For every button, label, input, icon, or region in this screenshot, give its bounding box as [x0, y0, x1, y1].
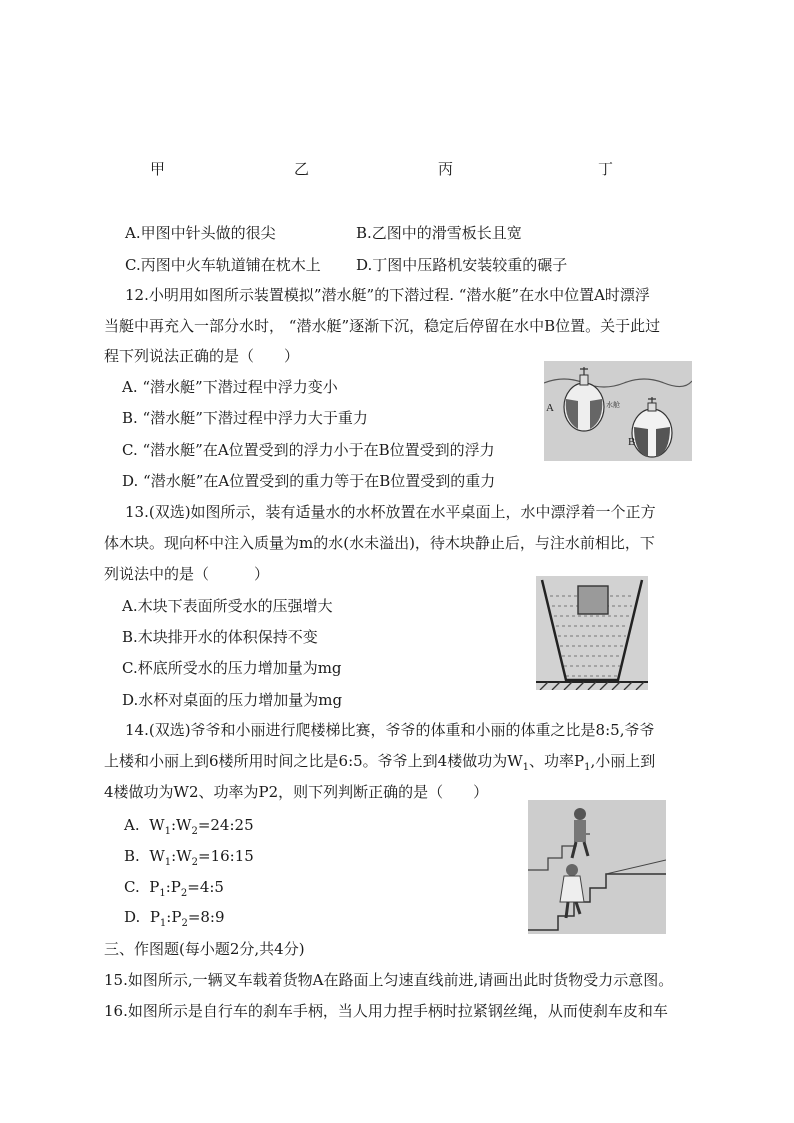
figure-label-bing: 丙: [438, 160, 454, 178]
q12-option-b: B. “潜水艇”下潜过程中浮力大于重力: [122, 409, 368, 427]
q14-stem-line3: 4楼做功为W2、功率为P2，则下列判断正确的是（ ）: [104, 783, 489, 801]
stairs-drawing: [528, 800, 666, 934]
q13-stem-line3: 列说法中的是（ ）: [104, 565, 270, 583]
cup-figure: [536, 576, 648, 690]
figure-label-jia: 甲: [150, 160, 166, 178]
q12-stem-line3: 程下列说法正确的是（ ）: [104, 347, 300, 365]
wood-block-icon: [578, 586, 608, 614]
q14-option-a: A. $W_1:W_2=24:25$: [124, 816, 254, 837]
section3-heading: 三、作图题(每小题2分,共4分): [104, 940, 305, 958]
stairs-figure: [528, 800, 666, 934]
q14-stem-line2: 上楼和小丽上到6楼所用时间之比是6:5。爷爷上到4楼做功为$W_1$、功率$P_1$,小丽上到: [104, 752, 656, 773]
q12-stem-line1: 12.小明用如图所示装置模拟”潜水艇”的下潜过程. “潜水艇”在水中位置A时漂浮: [125, 286, 650, 304]
q12-stem-line2: 当艇中再充入一部分水时， “潜水艇”逐渐下沉，稳定后停留在水中B位置。关于此过: [104, 317, 661, 335]
submarine-figure: [544, 361, 692, 461]
q11-option-b: B.乙图中的滑雪板长且宽: [356, 224, 522, 242]
q13-option-c: C.杯底所受水的压力增加量为mg: [122, 659, 342, 677]
q13-option-d: D.水杯对桌面的压力增加量为mg: [122, 691, 343, 709]
submarine-label-water: 水舱: [606, 401, 620, 409]
q14-option-d: D. $P_1:P_2=8:9$: [124, 908, 225, 929]
submarine-drawing: [544, 361, 692, 461]
q12-option-a: A. “潜水艇”下潜过程中浮力变小: [122, 378, 338, 396]
q11-option-a: A.甲图中针头做的很尖: [125, 224, 276, 242]
q13-stem-line1: 13.(双选)如图所示，装有适量水的水杯放置在水平桌面上，水中漂浮着一个正方: [125, 503, 656, 521]
q14-option-b: B. $W_1:W_2=16:15$: [124, 847, 254, 868]
q15-text: 15.如图所示,一辆叉车载着货物A在路面上匀速直线前进,请画出此时货物受力示意图。: [104, 971, 674, 989]
q12-option-c: C. “潜水艇”在A位置受到的浮力小于在B位置受到的浮力: [122, 441, 495, 459]
figure-label-ding: 丁: [598, 160, 614, 178]
q13-stem-line2: 体木块。现向杯中注入质量为m的水(水未溢出)，待木块静止后，与注水前相比，下: [104, 534, 655, 552]
q13-option-b: B.木块排开水的体积保持不变: [122, 628, 318, 646]
q14-option-c: C. $P_1:P_2=4:5$: [124, 878, 224, 899]
q11-option-c: C.丙图中火车轨道铺在枕木上: [125, 256, 321, 274]
q16-text: 16.如图所示是自行车的刹车手柄，当人用力捏手柄时拉紧钢丝绳，从而使刹车皮和车: [104, 1002, 668, 1020]
q13-option-a: A.木块下表面所受水的压强增大: [122, 597, 333, 615]
q12-option-d: D. “潜水艇”在A位置受到的重力等于在B位置受到的重力: [122, 472, 496, 490]
figure-label-yi: 乙: [294, 160, 310, 178]
cup-drawing: [536, 576, 648, 690]
submarine-label-b: B: [628, 436, 636, 448]
submarine-label-a: A: [546, 402, 554, 414]
q14-stem-line1: 14.(双选)爷爷和小丽进行爬楼梯比赛，爷爷的体重和小丽的体重之比是8:5,爷爷: [125, 721, 655, 739]
q11-option-d: D.丁图中压路机安装较重的碾子: [356, 256, 568, 274]
